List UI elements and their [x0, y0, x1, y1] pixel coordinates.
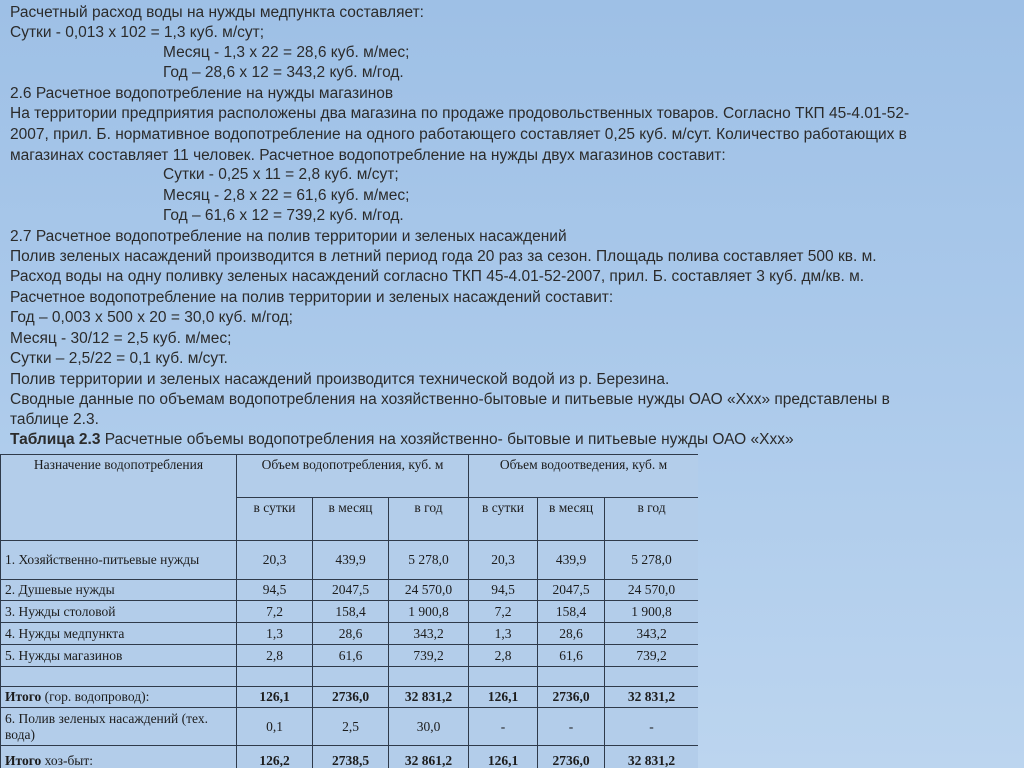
cell: 439,9 [538, 541, 605, 580]
cell: 5 278,0 [605, 541, 698, 580]
cell: 126,1 [237, 687, 313, 708]
text-line: Месяц - 2,8 х 22 = 61,6 куб. м/мес; [163, 187, 410, 204]
cell: 61,6 [313, 645, 389, 667]
cell: 158,4 [313, 601, 389, 623]
cell: 32 831,2 [605, 687, 698, 708]
text-line: Расчетный расход воды на нужды медпункта составляет: [10, 4, 424, 21]
cell: 1,3 [237, 623, 313, 645]
cell: 32 831,2 [605, 746, 698, 768]
cell: 20,3 [469, 541, 538, 580]
header-disposal: Объем водоотведения, куб. м [469, 455, 698, 498]
section-heading: 2.6 Расчетное водопотребление на нужды магазинов [10, 85, 394, 102]
text-line: таблице 2.3. [10, 411, 99, 428]
subheader-day: в сутки [237, 498, 313, 541]
row-name-rest: хоз-быт: [41, 752, 94, 768]
row-name [1, 746, 237, 768]
cell: 32 831,2 [389, 687, 469, 708]
header-consumption: Объем водопотребления, куб. м [237, 455, 469, 498]
section-heading: 2.7 Расчетное водопотребление на полив территории и зеленых насаждений [10, 228, 567, 245]
row-name: 1. Хозяйственно-питьевые нужды [1, 541, 237, 580]
text-line: Полив территории и зеленых насаждений производится технической водой из р. Березина. [10, 371, 670, 388]
cell: 439,9 [313, 541, 389, 580]
cell: 2736,0 [313, 687, 389, 708]
table-row [1, 580, 699, 601]
cell: 24 570,0 [605, 580, 698, 601]
cell: 2736,0 [538, 746, 605, 768]
cell: 739,2 [389, 645, 469, 667]
cell: 126,1 [469, 746, 538, 768]
cell: 24 570,0 [389, 580, 469, 601]
cell: 2736,0 [538, 687, 605, 708]
cell: - [605, 708, 698, 746]
text-line: Полив зеленых насаждений производится в летний период года 20 раз за сезон. Площадь полива составляет 500 кв. м. [10, 248, 877, 265]
subheader-day: в сутки [469, 498, 538, 541]
text-line: магазинах составляет 11 человек. Расчетное водопотребление на нужды двух магазинов составит: [10, 147, 726, 164]
cell [313, 667, 389, 687]
table-header-row [1, 455, 699, 498]
text-line: Расчетное водопотребление на полив территории и зеленых насаждений составит: [10, 289, 614, 306]
cell: 2047,5 [313, 580, 389, 601]
cell: 28,6 [313, 623, 389, 645]
row-name-bold: Итого [5, 752, 42, 768]
cell: - [469, 708, 538, 746]
table-row [1, 623, 699, 645]
cell: 158,4 [538, 601, 605, 623]
table-row [1, 601, 699, 623]
row-name-bold: Итого [5, 689, 42, 704]
row-name: 6. Полив зеленых насаждений (тех. вода) [1, 708, 237, 746]
table-row [1, 645, 699, 667]
table-row [1, 708, 699, 746]
row-name-rest: (гор. водопровод): [41, 689, 150, 704]
cell: 343,2 [389, 623, 469, 645]
cell [237, 667, 313, 687]
text-line: Год – 0,003 х 500 х 20 = 30,0 куб. м/год; [10, 309, 293, 326]
text-line: Сутки – 2,5/22 = 0,1 куб. м/сут. [10, 350, 228, 367]
cell: 1 900,8 [605, 601, 698, 623]
cell: 7,2 [237, 601, 313, 623]
table-caption-label: Таблица 2.3 [10, 431, 101, 448]
text-line: Год – 61,6 х 12 = 739,2 куб. м/год. [163, 207, 404, 224]
water-table [0, 454, 698, 768]
table-row-empty [1, 667, 699, 687]
cell: 61,6 [538, 645, 605, 667]
cell: 20,3 [237, 541, 313, 580]
text-line: 2007, прил. Б. нормативное водопотребление на одного работающего составляет 0,25 куб. м/сут. Количество работающих в [10, 126, 907, 143]
cell [389, 667, 469, 687]
cell: 5 278,0 [389, 541, 469, 580]
table-caption-text: Расчетные объемы водопотребления на хозяйственно- бытовые и питьевые нужды ОАО «Ххх» [100, 431, 794, 448]
header-purpose: Назначение водопотребления [1, 455, 237, 541]
text-line: Сводные данные по объемам водопотребления на хозяйственно-бытовые и питьевые нужды ОАО «Ххх» представлены в [10, 391, 890, 408]
cell: 1 900,8 [389, 601, 469, 623]
cell: 7,2 [469, 601, 538, 623]
table-row-total [1, 687, 699, 708]
text-line: Расход воды на одну поливку зеленых насаждений согласно ТКП 45-4.01-52-2007, прил. Б. составляет 3 куб. дм/кв. м. [10, 268, 865, 285]
text-line: Сутки - 0,25 х 11 = 2,8 куб. м/сут; [163, 166, 399, 183]
cell: 739,2 [605, 645, 698, 667]
row-name: 4. Нужды медпункта [1, 623, 237, 645]
cell: 32 861,2 [389, 746, 469, 768]
cell [605, 667, 698, 687]
cell: 30,0 [389, 708, 469, 746]
cell: 126,1 [469, 687, 538, 708]
cell: 126,2 [237, 746, 313, 768]
water-table-container [0, 454, 698, 768]
subheader-year: в год [605, 498, 698, 541]
cell: 343,2 [605, 623, 698, 645]
table-row-total [1, 746, 699, 768]
text-line: Месяц - 30/12 = 2,5 куб. м/мес; [10, 330, 232, 347]
cell [469, 667, 538, 687]
subheader-month: в месяц [313, 498, 389, 541]
table-caption [10, 430, 794, 450]
cell [538, 667, 605, 687]
cell: 28,6 [538, 623, 605, 645]
row-name: 2. Душевые нужды [1, 580, 237, 601]
cell: 94,5 [237, 580, 313, 601]
cell: 2738,5 [313, 746, 389, 768]
row-name [1, 687, 237, 708]
row-name: 5. Нужды магазинов [1, 645, 237, 667]
cell: 0,1 [237, 708, 313, 746]
cell: 94,5 [469, 580, 538, 601]
cell: 2,5 [313, 708, 389, 746]
table-row [1, 541, 699, 580]
cell: 2,8 [237, 645, 313, 667]
cell: 2047,5 [538, 580, 605, 601]
text-line: Год – 28,6 х 12 = 343,2 куб. м/год. [163, 64, 404, 81]
text-line: Сутки - 0,013 х 102 = 1,3 куб. м/сут; [10, 24, 265, 41]
cell: 1,3 [469, 623, 538, 645]
cell: - [538, 708, 605, 746]
subheader-year: в год [389, 498, 469, 541]
cell: 2,8 [469, 645, 538, 667]
subheader-month: в месяц [538, 498, 605, 541]
text-line: Месяц - 1,3 х 22 = 28,6 куб. м/мес; [163, 44, 410, 61]
row-name: 3. Нужды столовой [1, 601, 237, 623]
row-name [1, 667, 237, 687]
text-line: На территории предприятия расположены два магазина по продаже продовольственных товаров. Согласно ТКП 45-4.01-52- [10, 105, 910, 122]
